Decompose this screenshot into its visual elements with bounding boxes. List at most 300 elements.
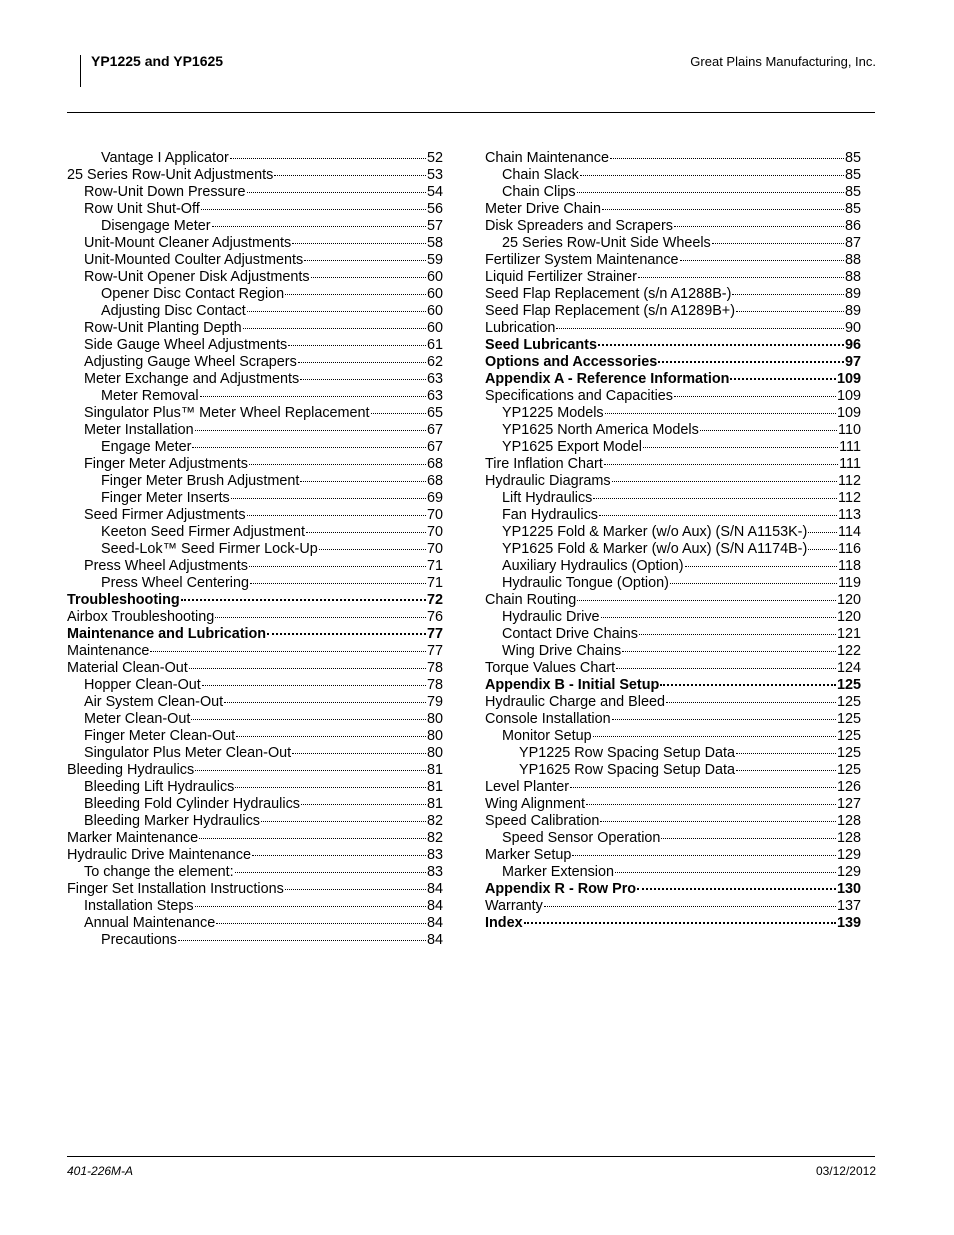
toc-leader-dots: [288, 345, 426, 346]
toc-entry[interactable]: [67, 235, 443, 252]
toc-entry[interactable]: [485, 388, 861, 405]
toc-entry-title: Finger Meter Brush Adjustment: [101, 473, 300, 489]
toc-entry-title: Meter Installation: [84, 422, 194, 438]
toc-leader-dots: [235, 872, 426, 873]
toc-entry-title: Opener Disc Contact Region: [101, 286, 285, 302]
toc-entry[interactable]: [485, 711, 861, 728]
toc-entry-page: 125: [836, 728, 861, 744]
toc-leader-dots: [195, 430, 426, 431]
toc-leader-dots: [524, 922, 836, 924]
toc-entry[interactable]: [485, 337, 861, 354]
toc-entry[interactable]: [67, 201, 443, 218]
toc-leader-dots: [261, 821, 426, 822]
toc-leader-dots: [243, 328, 426, 329]
toc-entry[interactable]: [67, 524, 443, 541]
toc-entry-page: 71: [426, 558, 443, 574]
toc-entry[interactable]: [485, 626, 861, 643]
toc-entry[interactable]: [485, 847, 861, 864]
toc-entry[interactable]: [485, 575, 861, 592]
toc-entry[interactable]: [485, 320, 861, 337]
toc-entry-title: Chain Maintenance: [485, 150, 609, 166]
toc-entry-title: Chain Clips: [502, 184, 576, 200]
toc-leader-dots: [660, 684, 836, 686]
toc-entry-page: 82: [426, 813, 443, 829]
toc-entry-title: Warranty: [485, 898, 543, 914]
toc-entry-title: Meter Clean-Out: [84, 711, 191, 727]
toc-entry-page: 128: [836, 830, 861, 846]
toc-entry[interactable]: [485, 473, 861, 490]
toc-entry[interactable]: [67, 915, 443, 932]
toc-entry-page: 109: [836, 405, 861, 421]
toc-entry-page: 119: [838, 575, 861, 591]
toc-entry-page: 83: [426, 864, 443, 880]
toc-entry[interactable]: [67, 796, 443, 813]
toc-entry-title: Console Installation: [485, 711, 611, 727]
toc-entry-title: 25 Series Row-Unit Side Wheels: [502, 235, 711, 251]
toc-entry[interactable]: [67, 745, 443, 762]
toc-entry[interactable]: [67, 864, 443, 881]
toc-entry[interactable]: [67, 269, 443, 286]
toc-entry[interactable]: [485, 728, 861, 745]
toc-entry-title: Unit-Mounted Coulter Adjustments: [84, 252, 304, 268]
toc-leader-dots: [292, 753, 426, 754]
toc-entry-title: Auxiliary Hydraulics (Option): [502, 558, 684, 574]
toc-entry-title: Bleeding Marker Hydraulics: [84, 813, 260, 829]
toc-entry-page: 60: [426, 269, 443, 285]
toc-entry-page: 126: [836, 779, 861, 795]
toc-entry[interactable]: [67, 184, 443, 201]
toc-entry-page: 59: [426, 252, 443, 268]
toc-entry-title: Annual Maintenance: [84, 915, 216, 931]
toc-entry-page: 111: [839, 456, 861, 472]
toc-leader-dots: [658, 361, 844, 363]
toc-entry[interactable]: [67, 847, 443, 864]
toc-entry[interactable]: [485, 354, 861, 371]
toc-entry[interactable]: [67, 830, 443, 847]
toc-entry[interactable]: [67, 813, 443, 830]
toc-entry-title: Wing Drive Chains: [502, 643, 622, 659]
toc-entry-title: YP1225 Row Spacing Setup Data: [519, 745, 736, 761]
toc-entry-title: Chain Slack: [502, 167, 579, 183]
company-name: Great Plains Manufacturing, Inc.: [690, 54, 876, 69]
toc-leader-dots: [570, 787, 836, 788]
toc-entry[interactable]: [485, 422, 861, 439]
toc-leader-dots: [670, 583, 837, 584]
toc-entry[interactable]: [485, 235, 861, 252]
toc-leader-dots: [586, 804, 836, 805]
toc-entry[interactable]: [485, 677, 861, 694]
toc-entry-title: YP1625 Fold & Marker (w/o Aux) (S/N A1174B-): [502, 541, 808, 557]
toc-entry-title: Speed Sensor Operation: [502, 830, 661, 846]
toc-entry-page: 130: [836, 881, 861, 897]
toc-leader-dots: [593, 498, 837, 499]
toc-leader-dots: [674, 396, 836, 397]
toc-entry-title: Row-Unit Down Pressure: [84, 184, 246, 200]
toc-leader-dots: [224, 702, 426, 703]
toc-entry[interactable]: [67, 439, 443, 456]
toc-entry[interactable]: [67, 881, 443, 898]
toc-entry-title: Precautions: [101, 932, 177, 948]
toc-entry-title: Lubrication: [485, 320, 556, 336]
toc-entry[interactable]: [485, 745, 861, 762]
toc-entry-page: 118: [838, 558, 861, 574]
toc-leader-dots: [267, 633, 426, 635]
toc-entry-title: Tire Inflation Chart: [485, 456, 603, 472]
toc-entry[interactable]: [67, 422, 443, 439]
toc-entry[interactable]: [485, 881, 861, 898]
toc-entry-page: 61: [426, 337, 443, 353]
toc-column-left: [67, 150, 443, 949]
toc-entry-title: Row Unit Shut-Off: [84, 201, 200, 217]
toc-entry[interactable]: [67, 167, 443, 184]
toc-entry-page: 60: [426, 286, 443, 302]
toc-entry-title: YP1225 Models: [502, 405, 604, 421]
toc-entry-title: Hydraulic Charge and Bleed: [485, 694, 665, 710]
toc-leader-dots: [285, 889, 426, 890]
toc-entry[interactable]: [67, 320, 443, 337]
toc-entry[interactable]: [67, 354, 443, 371]
toc-entry-page: 65: [426, 405, 443, 421]
toc-entry[interactable]: [485, 762, 861, 779]
toc-entry-page: 70: [426, 541, 443, 557]
toc-entry-title: Marker Setup: [485, 847, 572, 863]
toc-entry[interactable]: [485, 558, 861, 575]
toc-leader-dots: [622, 651, 836, 652]
toc-entry[interactable]: [67, 643, 443, 660]
toc-entry-title: Disk Spreaders and Scrapers: [485, 218, 673, 234]
toc-entry-title: Finger Set Installation Instructions: [67, 881, 284, 897]
document-number: 401-226M-A: [67, 1164, 134, 1178]
toc-entry-title: Fertilizer System Maintenance: [485, 252, 679, 268]
toc-entry-title: Meter Exchange and Adjustments: [84, 371, 300, 387]
toc-entry-title: Finger Meter Inserts: [101, 490, 230, 506]
toc-entry[interactable]: [67, 762, 443, 779]
toc-entry[interactable]: [67, 660, 443, 677]
toc-entry[interactable]: [67, 456, 443, 473]
toc-entry-page: 139: [836, 915, 861, 931]
toc-entry-title: Contact Drive Chains: [502, 626, 638, 642]
toc-leader-dots: [236, 736, 426, 737]
toc-entry-page: 60: [426, 320, 443, 336]
toc-entry-page: 76: [426, 609, 443, 625]
toc-entry-page: 129: [836, 847, 861, 863]
toc-entry-title: Monitor Setup: [502, 728, 592, 744]
toc-entry[interactable]: [67, 286, 443, 303]
toc-entry-title: Seed Flap Replacement (s/n A1289B+): [485, 303, 735, 319]
toc-entry-title: YP1225 Fold & Marker (w/o Aux) (S/N A1153K-): [502, 524, 808, 540]
toc-entry[interactable]: [67, 575, 443, 592]
toc-entry-page: 84: [426, 932, 443, 948]
toc-leader-dots: [643, 447, 838, 448]
toc-leader-dots: [638, 277, 844, 278]
toc-leader-dots: [215, 617, 426, 618]
toc-column-right: [485, 150, 861, 932]
toc-entry-page: 56: [426, 201, 443, 217]
toc-entry-title: Vantage I Applicator: [101, 150, 229, 166]
toc-leader-dots: [600, 821, 836, 822]
toc-entry-title: Press Wheel Adjustments: [84, 558, 248, 574]
toc-entry-title: Bleeding Fold Cylinder Hydraulics: [84, 796, 300, 812]
toc-leader-dots: [580, 175, 844, 176]
toc-entry-page: 80: [426, 745, 443, 761]
toc-entry-title: Appendix B - Initial Setup: [485, 677, 660, 693]
toc-leader-dots: [661, 838, 836, 839]
toc-leader-dots: [191, 719, 426, 720]
toc-leader-dots: [195, 906, 426, 907]
toc-entry[interactable]: [485, 813, 861, 830]
toc-entry[interactable]: [67, 677, 443, 694]
toc-entry-title: Press Wheel Centering: [101, 575, 249, 591]
toc-entry-title: Finger Meter Adjustments: [84, 456, 248, 472]
toc-entry-page: 88: [844, 252, 861, 268]
toc-entry[interactable]: [485, 609, 861, 626]
toc-entry-title: Material Clean-Out: [67, 660, 188, 676]
toc-leader-dots: [178, 940, 426, 941]
toc-entry-page: 85: [844, 167, 861, 183]
toc-leader-dots: [212, 226, 426, 227]
toc-entry[interactable]: [485, 796, 861, 813]
toc-leader-dots: [604, 464, 838, 465]
toc-entry-page: 125: [836, 745, 861, 761]
toc-entry-page: 89: [844, 303, 861, 319]
toc-entry-page: 129: [836, 864, 861, 880]
toc-entry[interactable]: [485, 456, 861, 473]
toc-entry-page: 96: [844, 337, 861, 353]
toc-leader-dots: [235, 787, 426, 788]
toc-entry[interactable]: [67, 473, 443, 490]
toc-leader-dots: [601, 617, 836, 618]
toc-entry[interactable]: [485, 201, 861, 218]
toc-entry-title: Troubleshooting: [67, 592, 180, 608]
toc-entry[interactable]: [485, 830, 861, 847]
toc-leader-dots: [201, 209, 426, 210]
toc-entry-page: 81: [426, 762, 443, 778]
toc-entry[interactable]: [67, 592, 443, 609]
toc-entry[interactable]: [485, 286, 861, 303]
toc-entry-page: 120: [836, 592, 861, 608]
toc-entry-page: 80: [426, 728, 443, 744]
toc-entry-page: 77: [426, 626, 443, 642]
toc-entry-page: 78: [426, 660, 443, 676]
toc-leader-dots: [195, 770, 426, 771]
toc-entry-title: 25 Series Row-Unit Adjustments: [67, 167, 274, 183]
toc-entry-page: 97: [844, 354, 861, 370]
toc-leader-dots: [612, 481, 837, 482]
toc-entry[interactable]: [67, 898, 443, 915]
toc-entry-page: 60: [426, 303, 443, 319]
toc-entry[interactable]: [485, 218, 861, 235]
toc-entry-page: 85: [844, 201, 861, 217]
toc-entry[interactable]: [67, 541, 443, 558]
toc-entry[interactable]: [67, 626, 443, 643]
toc-entry-page: 63: [426, 388, 443, 404]
toc-entry-title: Hydraulic Tongue (Option): [502, 575, 669, 591]
toc-leader-dots: [598, 344, 844, 346]
toc-entry-title: Installation Steps: [84, 898, 194, 914]
toc-entry[interactable]: [485, 167, 861, 184]
toc-leader-dots: [304, 260, 426, 261]
toc-entry-title: Maintenance: [67, 643, 150, 659]
toc-entry[interactable]: [485, 694, 861, 711]
toc-entry[interactable]: [67, 507, 443, 524]
toc-entry-title: To change the element:: [84, 864, 234, 880]
toc-entry-page: 54: [426, 184, 443, 200]
toc-entry-title: Seed Flap Replacement (s/n A1288B-): [485, 286, 732, 302]
toc-entry[interactable]: [67, 609, 443, 626]
toc-entry-title: Index: [485, 915, 523, 931]
toc-entry-page: 81: [426, 779, 443, 795]
toc-leader-dots: [605, 413, 836, 414]
toc-entry[interactable]: [485, 490, 861, 507]
toc-leader-dots: [192, 447, 426, 448]
toc-leader-dots: [249, 566, 426, 567]
toc-leader-dots: [674, 226, 844, 227]
toc-entry[interactable]: [485, 915, 861, 932]
toc-leader-dots: [199, 838, 426, 839]
toc-leader-dots: [298, 362, 426, 363]
toc-entry-page: 63: [426, 371, 443, 387]
toc-entry[interactable]: [485, 660, 861, 677]
toc-entry[interactable]: [485, 371, 861, 388]
toc-entry[interactable]: [485, 898, 861, 915]
toc-leader-dots: [685, 566, 838, 567]
toc-entry-title: YP1625 Row Spacing Setup Data: [519, 762, 736, 778]
toc-entry[interactable]: [485, 541, 861, 558]
toc-entry-page: 78: [426, 677, 443, 693]
toc-entry-page: 81: [426, 796, 443, 812]
toc-entry[interactable]: [67, 694, 443, 711]
toc-entry-page: 53: [426, 167, 443, 183]
toc-entry[interactable]: [485, 507, 861, 524]
toc-entry-title: Disengage Meter: [101, 218, 211, 234]
toc-entry[interactable]: [485, 643, 861, 660]
toc-leader-dots: [736, 311, 844, 312]
toc-entry[interactable]: [67, 252, 443, 269]
toc-entry[interactable]: [67, 932, 443, 949]
toc-leader-dots: [680, 260, 844, 261]
toc-leader-dots: [300, 481, 426, 482]
toc-entry-page: 122: [836, 643, 861, 659]
toc-entry[interactable]: [485, 592, 861, 609]
toc-entry-title: Unit-Mount Cleaner Adjustments: [84, 235, 292, 251]
toc-entry-page: 77: [426, 643, 443, 659]
toc-entry[interactable]: [67, 711, 443, 728]
toc-leader-dots: [189, 668, 426, 669]
toc-entry-title: Maintenance and Lubrication: [67, 626, 267, 642]
toc-entry[interactable]: [67, 388, 443, 405]
toc-entry[interactable]: [485, 405, 861, 422]
toc-entry-title: Appendix A - Reference Information: [485, 371, 730, 387]
toc-entry-page: 137: [836, 898, 861, 914]
toc-entry-page: 80: [426, 711, 443, 727]
toc-leader-dots: [577, 192, 844, 193]
toc-leader-dots: [247, 515, 426, 516]
toc-entry[interactable]: [67, 405, 443, 422]
toc-entry-page: 112: [838, 473, 861, 489]
toc-entry-title: Row-Unit Planting Depth: [84, 320, 242, 336]
toc-leader-dots: [736, 753, 836, 754]
toc-entry-page: 84: [426, 898, 443, 914]
toc-leader-dots: [319, 549, 426, 550]
toc-entry[interactable]: [67, 558, 443, 575]
toc-entry-page: 58: [426, 235, 443, 251]
toc-entry[interactable]: [485, 184, 861, 201]
toc-leader-dots: [616, 668, 836, 669]
toc-entry-page: 112: [838, 490, 861, 506]
toc-leader-dots: [556, 328, 844, 329]
toc-leader-dots: [639, 634, 836, 635]
toc-entry[interactable]: [67, 728, 443, 745]
toc-entry-title: Side Gauge Wheel Adjustments: [84, 337, 288, 353]
toc-leader-dots: [371, 413, 426, 414]
toc-entry-title: Specifications and Capacities: [485, 388, 673, 404]
toc-entry[interactable]: [67, 337, 443, 354]
toc-entry-title: Bleeding Hydraulics: [67, 762, 195, 778]
toc-entry-title: Wing Alignment: [485, 796, 585, 812]
toc-entry-title: Appendix R - Row Pro: [485, 881, 637, 897]
toc-entry-page: 86: [844, 218, 861, 234]
toc-entry[interactable]: [485, 779, 861, 796]
toc-leader-dots: [610, 158, 844, 159]
toc-entry-page: 116: [838, 541, 861, 557]
toc-entry-title: Hopper Clean-Out: [84, 677, 201, 693]
toc-entry[interactable]: [67, 779, 443, 796]
toc-entry[interactable]: [67, 490, 443, 507]
toc-entry-title: Level Planter: [485, 779, 569, 795]
toc-entry[interactable]: [485, 524, 861, 541]
toc-entry-title: Keeton Seed Firmer Adjustment: [101, 524, 305, 540]
toc-entry-title: Singulator Plus Meter Clean-Out: [84, 745, 292, 761]
toc-entry[interactable]: [485, 269, 861, 286]
toc-entry-page: 79: [426, 694, 443, 710]
toc-leader-dots: [732, 294, 844, 295]
toc-entry[interactable]: [485, 303, 861, 320]
toc-entry-page: 88: [844, 269, 861, 285]
toc-entry[interactable]: [67, 150, 443, 167]
toc-leader-dots: [577, 600, 836, 601]
toc-entry[interactable]: [67, 218, 443, 235]
toc-entry[interactable]: [485, 150, 861, 167]
toc-entry-page: 85: [844, 150, 861, 166]
toc-leader-dots: [808, 549, 837, 550]
toc-entry[interactable]: [67, 371, 443, 388]
toc-leader-dots: [736, 770, 836, 771]
toc-leader-dots: [712, 243, 844, 244]
toc-entry-title: Fan Hydraulics: [502, 507, 598, 523]
toc-leader-dots: [181, 599, 426, 601]
header-divider: [67, 112, 875, 113]
toc-entry[interactable]: [67, 303, 443, 320]
toc-entry-page: 82: [426, 830, 443, 846]
toc-entry-title: Air System Clean-Out: [84, 694, 224, 710]
toc-leader-dots: [615, 872, 836, 873]
toc-leader-dots: [612, 719, 836, 720]
toc-entry-page: 84: [426, 915, 443, 931]
toc-entry-title: Marker Extension: [502, 864, 614, 880]
toc-entry-title: Options and Accessories: [485, 354, 658, 370]
toc-entry[interactable]: [485, 439, 861, 456]
toc-leader-dots: [250, 583, 426, 584]
toc-entry-title: Hydraulic Drive: [502, 609, 600, 625]
toc-entry[interactable]: [485, 252, 861, 269]
toc-entry[interactable]: [485, 864, 861, 881]
toc-entry-title: Seed Lubricants: [485, 337, 597, 353]
toc-leader-dots: [150, 651, 426, 652]
toc-entry-page: 70: [426, 507, 443, 523]
toc-entry-title: Airbox Troubleshooting: [67, 609, 215, 625]
toc-leader-dots: [602, 209, 844, 210]
toc-entry-title: Meter Removal: [101, 388, 199, 404]
